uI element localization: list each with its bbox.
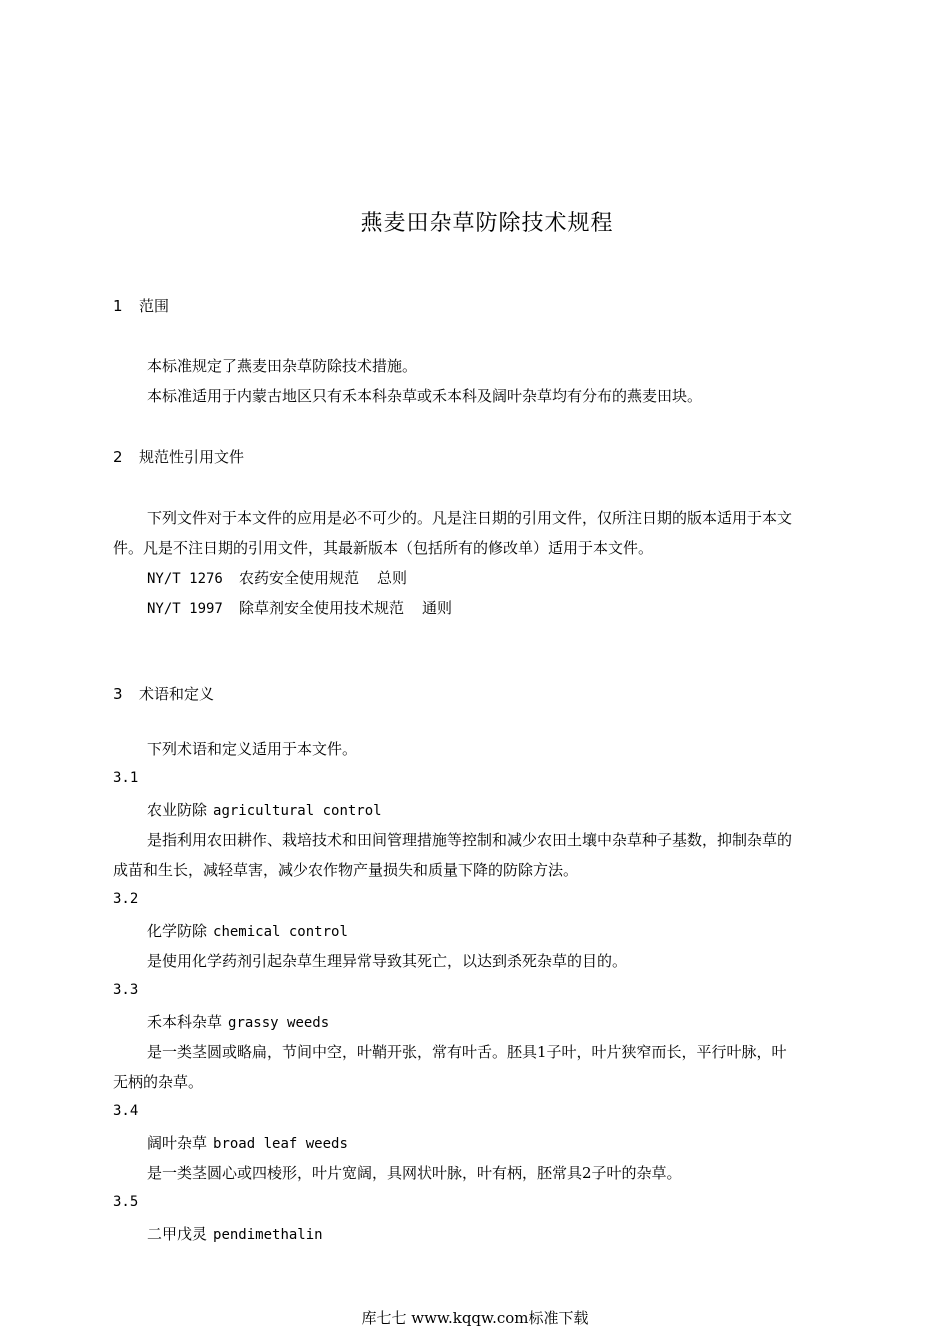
term-definition-line-2: 无柄的杂草。 [113,1073,204,1091]
term-name-en: grassy weeds [228,1015,330,1031]
section-2-heading [113,446,244,467]
term-definition-line-1: 是指利用农田耕作、栽培技术和田间管理措施等控制和减少农田土壤中杂草种子基数，抑制杂草的 [147,831,793,849]
section-1-number: 1 [113,297,123,315]
reference-code: NY/T 1276 [147,571,223,587]
term-heading [147,799,382,820]
term-number: 3.4 [113,1103,139,1119]
section-2-para-line-1: 下列文件对于本文件的应用是必不可少的。凡是注日期的引用文件，仅所注日期的版本适用于本文 [147,509,793,527]
section-1-title: 范围 [139,297,170,315]
section-3-title: 术语和定义 [139,685,215,703]
section-2-title: 规范性引用文件 [139,448,245,466]
term-name-en: agricultural control [213,803,382,819]
reference-suffix: 总则 [377,569,408,587]
reference-title: 除草剂安全使用技术规范 [239,599,405,617]
normative-reference [147,597,452,618]
section-1-para-1: 本标准规定了燕麦田杂草防除技术措施。 [147,357,418,375]
term-name-zh: 二甲戊灵 [147,1225,208,1243]
term-heading [147,1132,348,1153]
section-3-intro: 下列术语和定义适用于本文件。 [147,740,358,758]
term-definition-line-1: 是使用化学药剂引起杂草生理异常导致其死亡，以达到杀死杂草的目的。 [147,952,628,970]
reference-suffix: 通则 [422,599,453,617]
term-name-zh: 农业防除 [147,801,208,819]
term-name-en: pendimethalin [213,1227,323,1243]
term-name-zh: 阔叶杂草 [147,1134,208,1152]
document-title: 燕麦田杂草防除技术规程 [360,211,614,236]
section-1-para-2: 本标准适用于内蒙古地区只有禾本科杂草或禾本科及阔叶杂草均有分布的燕麦田块。 [147,387,703,405]
term-heading [147,920,348,941]
footer-source-text: 库七七 www.kqqw.com标准下载 [361,1309,589,1327]
section-2-para-line-2: 件。凡是不注日期的引用文件，其最新版本（包括所有的修改单）适用于本文件。 [113,539,654,557]
term-definition-line-2: 成苗和生长，减轻草害，减少农作物产量损失和质量下降的防除方法。 [113,861,579,879]
term-heading [147,1223,323,1244]
section-3-heading [113,683,214,704]
reference-title: 农药安全使用规范 [239,569,360,587]
term-number: 3.3 [113,982,139,998]
term-number: 3.2 [113,891,139,907]
section-2-number: 2 [113,448,123,466]
term-name-en: chemical control [213,924,348,940]
term-heading [147,1011,329,1032]
term-number: 3.5 [113,1194,139,1210]
term-definition-line-1: 是一类茎圆心或四棱形，叶片宽阔，具网状叶脉，叶有柄，胚常具2子叶的杂草。 [147,1164,682,1182]
term-name-zh: 禾本科杂草 [147,1013,223,1031]
reference-code: NY/T 1997 [147,601,223,617]
term-name-zh: 化学防除 [147,922,208,940]
section-3-number: 3 [113,685,123,703]
normative-reference [147,567,407,588]
term-number: 3.1 [113,770,139,786]
term-definition-line-1: 是一类茎圆或略扁，节间中空，叶鞘开张，常有叶舌。胚具1子叶，叶片狭窄而长，平行叶脉，叶 [147,1043,787,1061]
term-name-en: broad leaf weeds [213,1136,348,1152]
section-1-heading [113,295,169,316]
